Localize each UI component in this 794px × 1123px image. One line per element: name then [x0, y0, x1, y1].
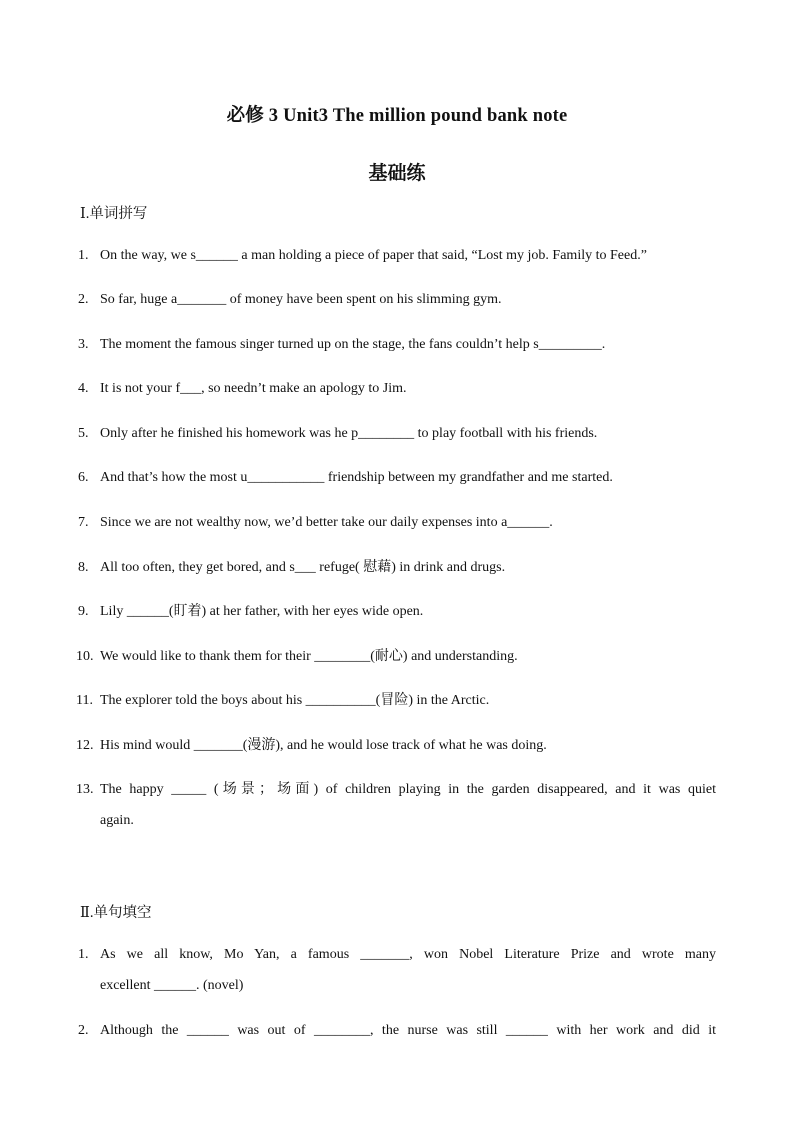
item-number: 12.: [76, 738, 94, 753]
item-text: His mind would _______(漫游), and he would lose track of what he was doing.: [100, 738, 547, 753]
item-number: 3.: [78, 337, 89, 352]
list-item: [76, 685, 714, 716]
item-text: We would like to thank them for their ________(耐心) and understanding.: [100, 649, 518, 664]
section-heading-sentence-fill: Ⅱ.单句填空: [80, 905, 152, 921]
list-item: [78, 373, 716, 404]
item-text: It is not your f___, so needn’t make an apology to Jim.: [100, 381, 407, 396]
list-item: [78, 507, 716, 538]
item-number: 11.: [76, 693, 93, 708]
list-item: [78, 284, 716, 315]
list-item: [76, 641, 714, 672]
item-number: 2.: [78, 1023, 89, 1038]
list-item: [78, 939, 716, 1001]
list-item: [78, 1015, 716, 1046]
item-number: 9.: [78, 604, 89, 619]
list-item: [76, 774, 716, 836]
item-number: 1.: [78, 947, 89, 962]
item-text-line1: As we all know, Mo Yan, a famous _______, won Nobel Literature Prize and wrote many: [100, 947, 716, 962]
item-text: So far, huge a_______ of money have been spent on his slimming gym.: [100, 292, 502, 307]
item-text: All too often, they get bored, and s___ refuge( 慰藉) in drink and drugs.: [100, 560, 506, 575]
item-text: The explorer told the boys about his __________(冒险) in the Arctic.: [100, 693, 490, 708]
item-number: 2.: [78, 292, 89, 307]
item-number: 6.: [78, 470, 89, 485]
item-text: On the way, we s______ a man holding a piece of paper that said, “Lost my job. Family to Feed.”: [100, 248, 647, 263]
list-item: [78, 418, 716, 449]
list-item: [78, 240, 716, 271]
item-text-line1: The happy _____ (场景；场面) of children playing in the garden disappeared, and it was quiet: [100, 782, 716, 797]
list-item: [78, 462, 716, 493]
item-number: 8.: [78, 560, 89, 575]
item-text-line2: again.: [100, 813, 134, 828]
item-number: 7.: [78, 515, 89, 530]
page-title: 必修 3 Unit3 The million pound bank note: [226, 106, 568, 126]
item-text: Lily ______(盯着) at her father, with her eyes wide open.: [100, 604, 424, 619]
list-item: [78, 329, 716, 360]
page-subtitle: 基础练: [368, 163, 426, 184]
item-text: The moment the famous singer turned up on the stage, the fans couldn’t help s_________.: [100, 337, 606, 352]
list-item: [78, 596, 716, 627]
item-number: 4.: [78, 381, 89, 396]
item-text: And that’s how the most u___________ friendship between my grandfather and me started.: [100, 470, 613, 485]
item-text-line2: excellent ______. (novel): [100, 978, 244, 993]
item-text: Since we are not wealthy now, we’d better take our daily expenses into a______.: [100, 515, 553, 530]
item-number: 13.: [76, 782, 94, 797]
list-item: [78, 552, 716, 583]
item-number: 1.: [78, 248, 89, 263]
item-number: 5.: [78, 426, 89, 441]
item-text-line1: Although the ______ was out of ________, the nurse was still ______ with her work and did it: [100, 1023, 716, 1038]
item-number: 10.: [76, 649, 94, 664]
list-item: [76, 730, 714, 761]
item-text: Only after he finished his homework was he p________ to play football with his friends.: [100, 426, 598, 441]
section-heading-word-spelling: Ⅰ.单词拼写: [80, 206, 148, 222]
